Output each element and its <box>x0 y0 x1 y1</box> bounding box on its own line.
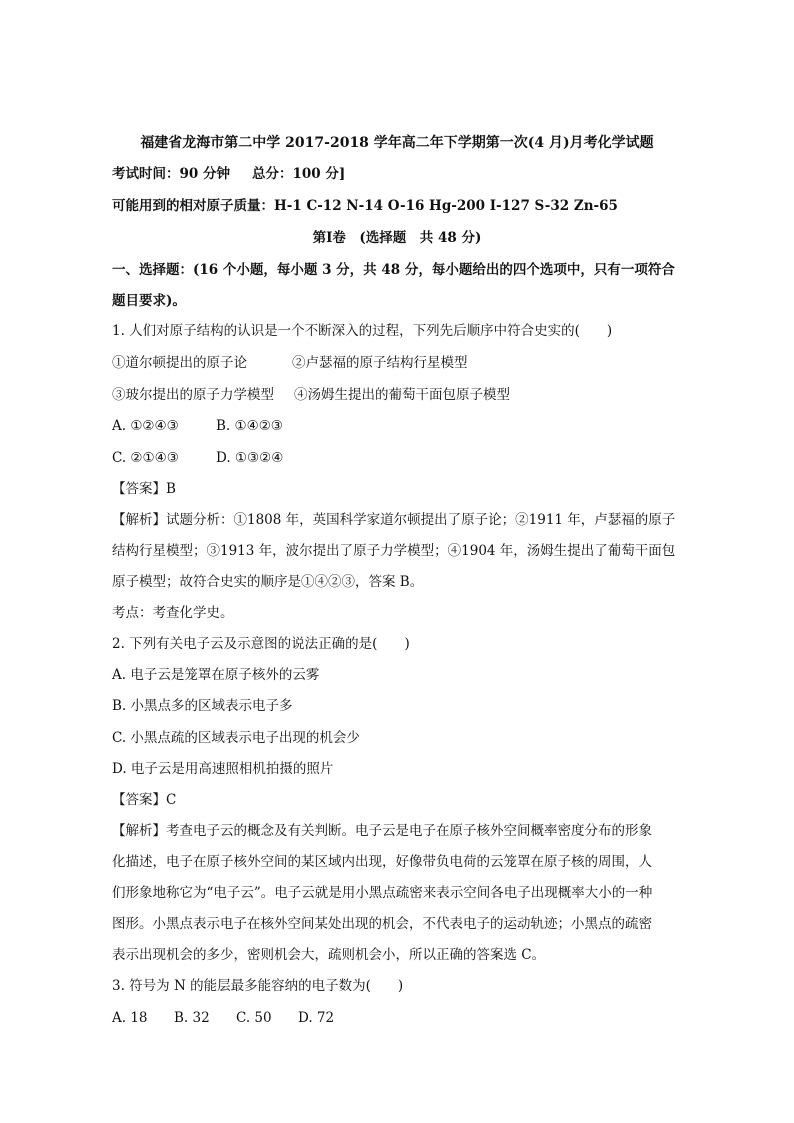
q3-option-d: D. 72 <box>298 1010 335 1026</box>
atomic-mass-line: 可能用到的相对原子质量：H-1 C-12 N-14 O-16 Hg-200 I-127 S-32 Zn-65 <box>112 198 618 214</box>
q2-stem: 2. 下列有关电子云及示意图的说法正确的是( ) <box>112 636 410 652</box>
q3-stem: 3. 符号为 N 的能层最多能容纳的电子数为( ) <box>112 978 404 994</box>
q2-option-b: B. 小黑点多的区域表示电子多 <box>112 698 293 714</box>
section-title-line-2: 题目要求)。 <box>112 293 186 309</box>
exam-info <box>112 165 345 183</box>
q1-point: 考点：考查化学史。 <box>112 605 234 621</box>
q1-item-4: ④汤姆生提出的葡萄干面包原子模型 <box>294 387 510 403</box>
q3-option-a: A. 18 <box>112 1010 148 1026</box>
q1-item-1: ①道尔顿提出的原子论 <box>112 355 247 371</box>
volume-title: 第Ⅰ卷 (选择题 共 48 分) <box>312 230 482 246</box>
q2-option-d: D. 电子云是用高速照相机拍摄的照片 <box>112 761 334 777</box>
q2-analysis-line-3: 们形象地称它为“电子云”。电子云就是用小黑点疏密来表示空间各电子出现概率大小的一种 <box>112 885 653 901</box>
q1-stem: 1. 人们对原子结构的认识是一个不断深入的过程，下列先后顺序中符合史实的( ) <box>112 323 613 339</box>
q2-analysis-line-2: 化描述，电子在原子核外空间的某区域内出现，好像带负电荷的云笼罩在原子核的周围，人 <box>112 854 652 870</box>
q1-analysis-line-1: 【解析】试题分析：①1808 年，英国科学家道尔顿提出了原子论；②1911 年，卢瑟福的原子 <box>112 512 676 528</box>
exam-time: 考试时间：90 分钟 <box>112 166 230 182</box>
q1-options-row-2 <box>112 449 283 467</box>
q1-option-d: D. ①③②④ <box>216 450 284 466</box>
q2-analysis-line-1: 【解析】考查电子云的概念及有关判断。电子云是电子在原子核外空间概率密度分布的形象 <box>112 823 652 839</box>
q2-option-c: C. 小黑点疏的区域表示电子出现的机会少 <box>112 730 360 746</box>
page-title: 福建省龙海市第二中学 2017-2018 学年高二年下学期第一次(4 月)月考化学试题 <box>140 135 654 151</box>
q2-answer: 【答案】C <box>112 792 177 808</box>
q1-option-c: C. ②①④③ <box>112 450 179 466</box>
q2-option-a: A. 电子云是笼罩在原子核外的云雾 <box>112 667 320 683</box>
q2-analysis-line-4: 图形。小黑点表示电子在核外空间某处出现的机会，不代表电子的运动轨迹；小黑点的疏密 <box>112 916 652 932</box>
q1-answer: 【答案】B <box>112 481 176 497</box>
q1-option-b: B. ①④②③ <box>216 418 283 434</box>
q1-item-3: ③玻尔提出的原子力学模型 <box>112 387 274 403</box>
q2-analysis-line-5: 表示出现机会的多少，密则机会大，疏则机会小，所以正确的答案选 C。 <box>112 947 546 963</box>
section-title-line-1: 一、选择题：(16 个小题，每小题 3 分，共 48 分，每小题给出的四个选项中，只有一项符合 <box>112 262 675 278</box>
q1-item-2: ②卢瑟福的原子结构行星模型 <box>292 355 468 371</box>
q1-options-row-1 <box>112 417 283 435</box>
q3-options-row <box>112 1009 334 1027</box>
q3-option-b: B. 32 <box>174 1010 210 1026</box>
q3-option-c: C. 50 <box>236 1010 272 1026</box>
q1-analysis-line-2: 结构行星模型；③1913 年，波尔提出了原子力学模型；④1904 年，汤姆生提出了葡萄干面包 <box>112 543 676 559</box>
q1-items-row-2 <box>112 386 510 404</box>
total-score: 总分：100 分] <box>252 166 346 182</box>
q1-option-a: A. ①②④③ <box>112 418 179 434</box>
q1-items-row-1 <box>112 354 468 372</box>
q1-analysis-line-3: 原子模型；故符合史实的顺序是①④②③，答案 B。 <box>112 574 424 590</box>
